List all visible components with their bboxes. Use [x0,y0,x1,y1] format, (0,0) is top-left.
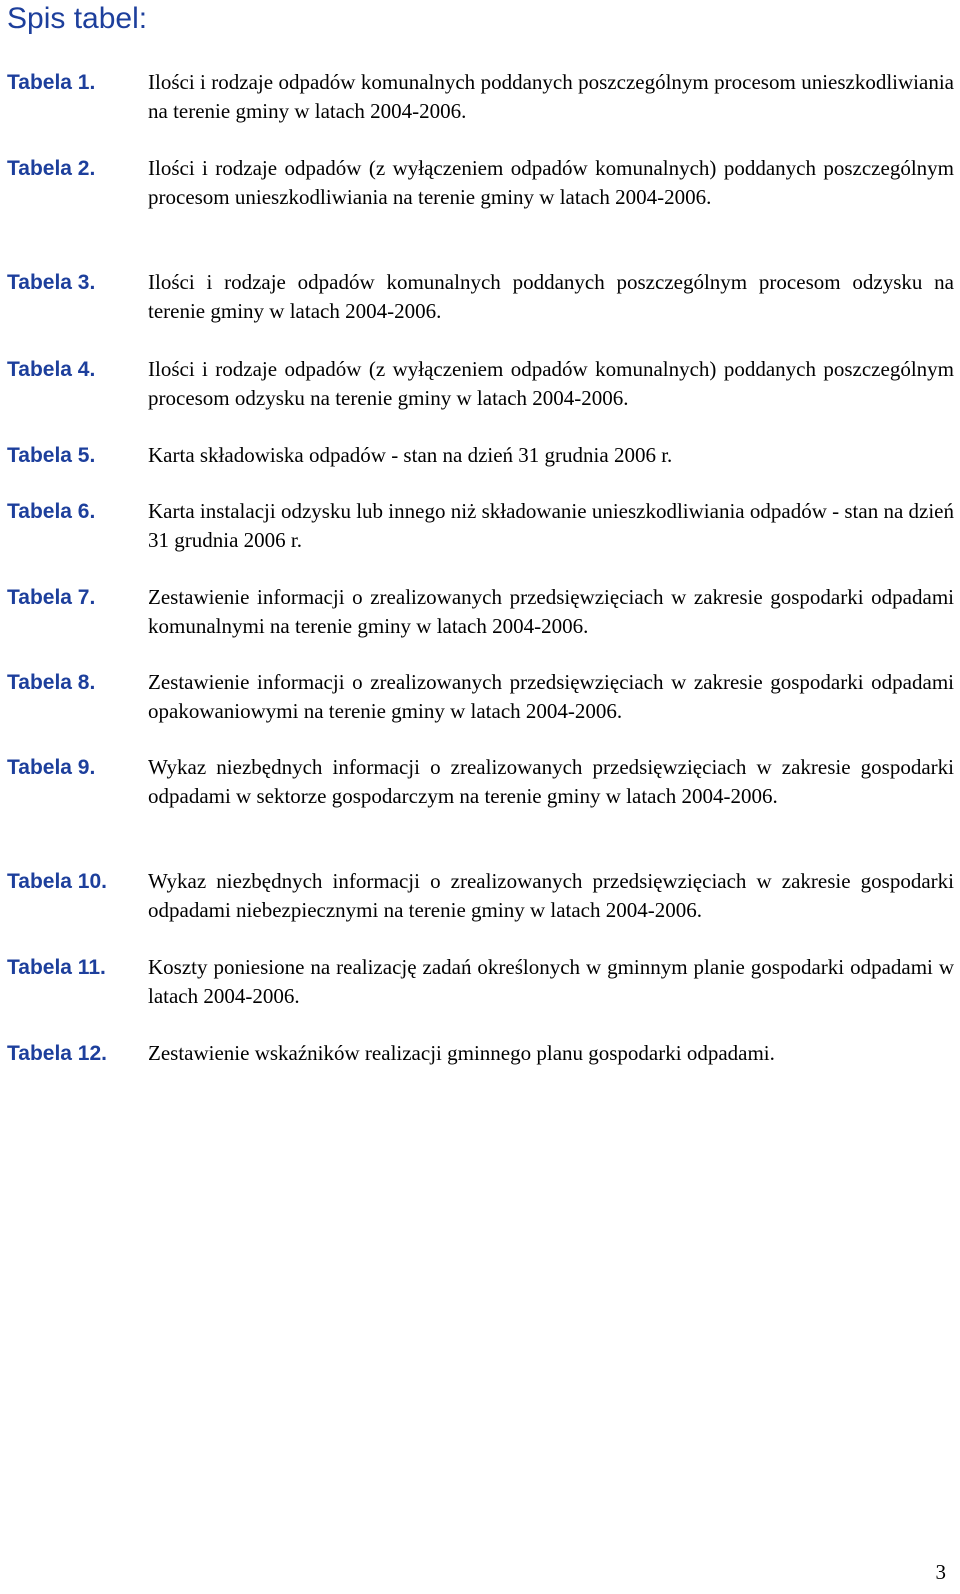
toc-entry-label: Tabela 4. [7,358,96,381]
page-number: 3 [935,1560,946,1584]
toc-entry-text: Karta składowiska odpadów - stan na dzień 31 grudnia 2006 r. [148,443,673,467]
toc-entry-label: Tabela 3. [7,271,96,294]
toc-entry-label: Tabela 12. [7,1042,107,1065]
toc-entry-text: Zestawienie informacji o zrealizowanych przedsięwzięciach w zakresie gospodarki odpadami opakowaniowymi na terenie gminy w latach 2004-2006. [148,670,954,723]
toc-entry-label: Tabela 2. [7,157,96,180]
toc-entry-text: Ilości i rodzaje odpadów (z wyłączeniem odpadów komunalnych) poddanych poszczególnym procesom odzysku na terenie gminy w latach 2004-2006. [148,357,954,410]
toc-entry-text: Koszty poniesione na realizację zadań określonych w gminnym planie gospodarki odpadami w latach 2004-2006. [148,955,954,1008]
toc-entry-text: Ilości i rodzaje odpadów komunalnych poddanych poszczególnym procesom odzysku na terenie gminy w latach 2004-2006. [148,270,954,323]
toc-entry-label: Tabela 11. [7,956,106,979]
toc-entry-label: Tabela 10. [7,870,107,893]
toc-entry-label: Tabela 6. [7,500,96,523]
toc-entry-label: Tabela 1. [7,71,96,94]
toc-entry-text: Wykaz niezbędnych informacji o zrealizowanych przedsięwzięciach w zakresie gospodarki odpadami w sektorze gospodarczym na terenie gminy w latach 2004-2006. [148,755,954,808]
toc-entry-text: Wykaz niezbędnych informacji o zrealizowanych przedsięwzięciach w zakresie gospodarki odpadami niebezpiecznymi na terenie gminy w latach 2004-2006. [148,869,954,922]
page-title: Spis tabel: [7,2,148,35]
toc-entry-label: Tabela 7. [7,586,96,609]
toc-entry-text: Ilości i rodzaje odpadów (z wyłączeniem odpadów komunalnych) poddanych poszczególnym procesom unieszkodliwiania na terenie gminy w latach 2004-2006. [148,156,954,209]
toc-entry-label: Tabela 8. [7,671,96,694]
toc-entry-text: Zestawienie wskaźników realizacji gminnego planu gospodarki odpadami. [148,1041,775,1065]
toc-entry-text: Ilości i rodzaje odpadów komunalnych poddanych poszczególnym procesom unieszkodliwiania na terenie gminy w latach 2004-2006. [148,70,954,123]
toc-entry-text: Zestawienie informacji o zrealizowanych przedsięwzięciach w zakresie gospodarki odpadami komunalnymi na terenie gminy w latach 2004-2006. [148,585,954,638]
toc-entry-label: Tabela 5. [7,444,96,467]
toc-entry-text: Karta instalacji odzysku lub innego niż składowanie unieszkodliwiania odpadów - stan na dzień 31 grudnia 2006 r. [148,499,954,552]
toc-entry-label: Tabela 9. [7,756,96,779]
